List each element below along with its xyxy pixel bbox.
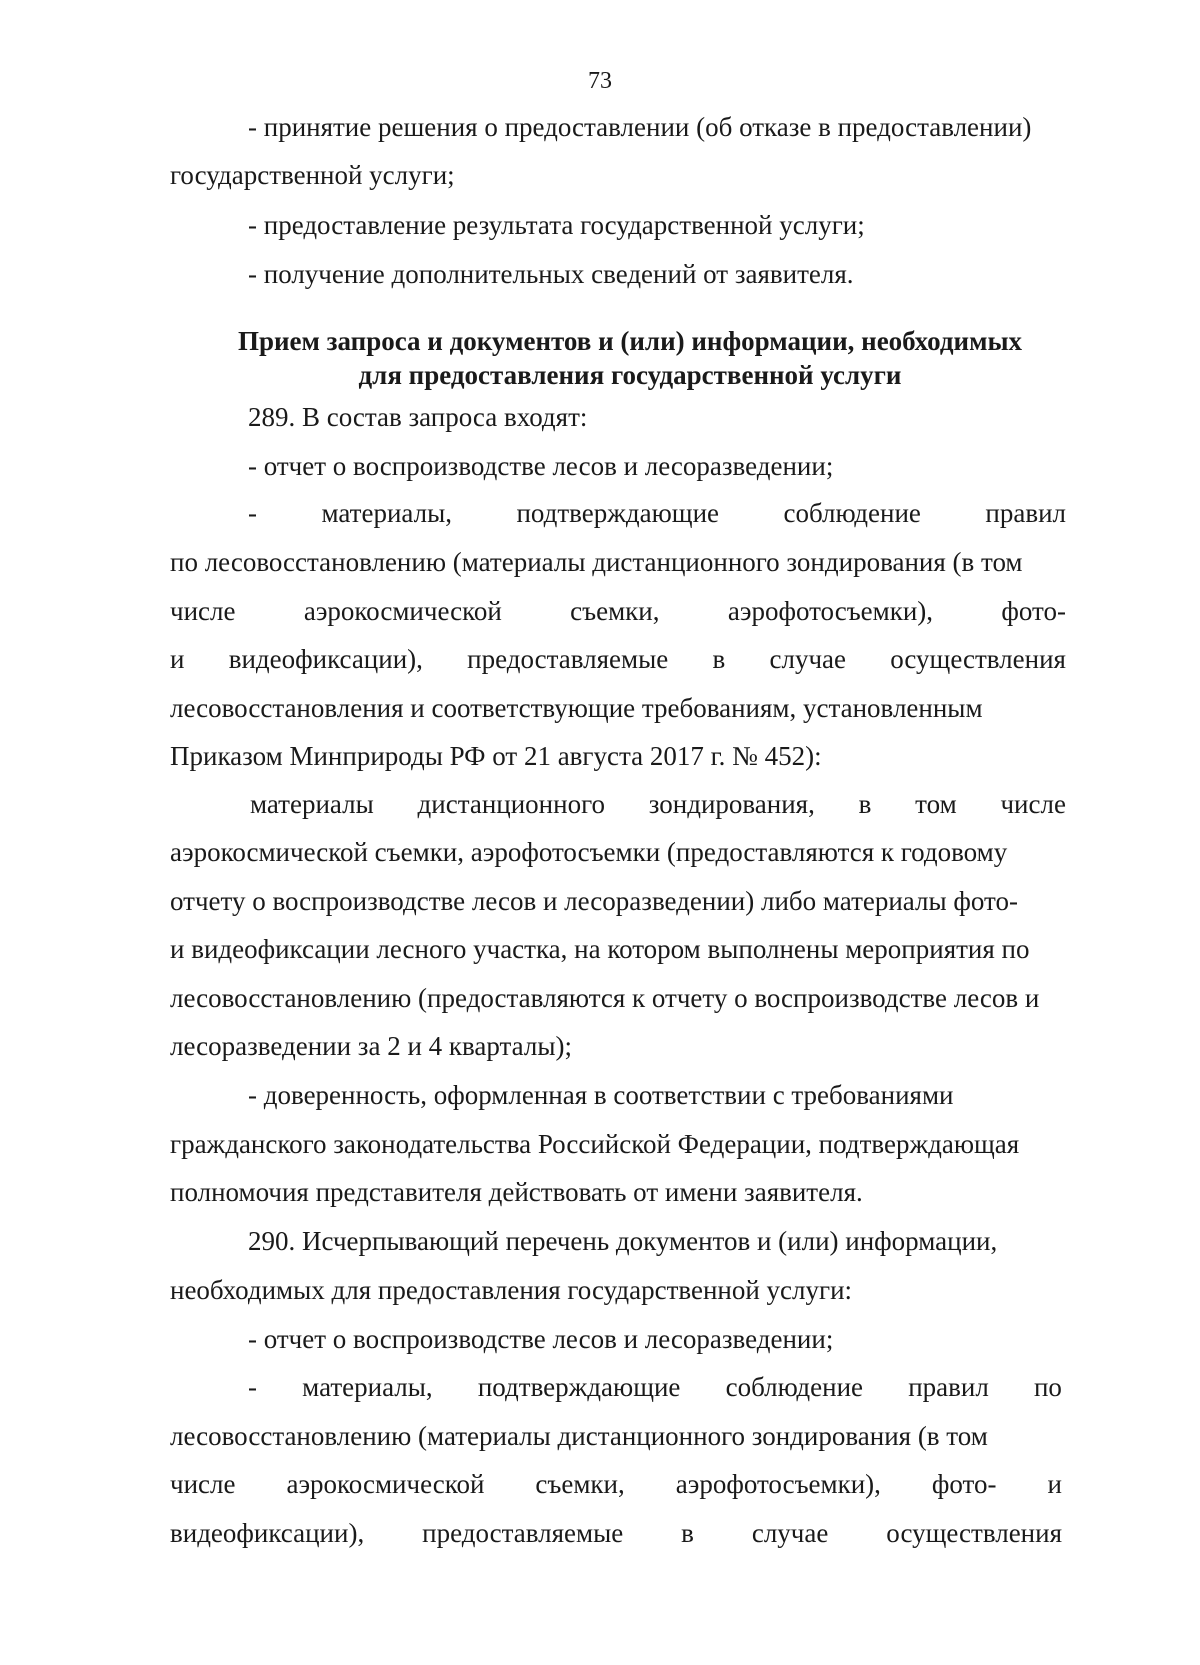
text-line: аэрокосмической съемки, аэрофотосъемки (предоставляются к годовому <box>170 837 1008 867</box>
word: случае <box>751 1518 829 1548</box>
word: в <box>712 644 726 674</box>
word: правил <box>908 1372 989 1402</box>
word: материалы, <box>321 498 452 528</box>
justified-line <box>248 1370 1062 1404</box>
text-line: - получение дополнительных сведений от заявителя. <box>248 259 854 289</box>
word: случае <box>769 644 846 674</box>
word: аэрокосмической <box>286 1469 485 1499</box>
word: - <box>248 498 257 528</box>
justified-line <box>170 642 1066 676</box>
word: фото- <box>931 1469 997 1499</box>
justified-line <box>170 1516 1062 1550</box>
word: числе <box>1000 789 1066 819</box>
word: правил <box>985 498 1066 528</box>
text-line: лесоразведении за 2 и 4 кварталы); <box>170 1031 572 1061</box>
text-line: - отчет о воспроизводстве лесов и лесоразведении; <box>248 1324 834 1354</box>
word: подтверждающие <box>516 498 720 528</box>
text-line: лесовосстановлению (предоставляются к отчету о воспроизводстве лесов и <box>170 983 1040 1013</box>
text-line: полномочия представителя действовать от имени заявителя. <box>170 1177 863 1207</box>
page-number: 73 <box>588 68 612 94</box>
word: числе <box>170 1469 236 1499</box>
text-line: по лесовосстановлению (материалы дистанционного зондирования (в том <box>170 547 1023 577</box>
text-line: лесовосстановлению (материалы дистанционного зондирования (в том <box>170 1421 988 1451</box>
word: аэрокосмической <box>303 596 502 626</box>
word: соблюдение <box>783 498 921 528</box>
word: аэрофотосъемки), <box>727 596 934 626</box>
word: осуществления <box>890 644 1066 674</box>
word: подтверждающие <box>477 1372 681 1402</box>
justified-line <box>248 496 1066 530</box>
word: предоставляемые <box>422 1518 624 1548</box>
section-heading-line-1: Прием запроса и документов и (или) информации, необходимых <box>237 326 1023 356</box>
word: видеофиксации), <box>228 644 423 674</box>
text-line: лесовосстановления и соответствующие требованиям, установленным <box>170 693 983 723</box>
word: съемки, <box>570 596 660 626</box>
paragraph-289-start: 289. В состав запроса входят: <box>248 402 588 432</box>
text-line: - предоставление результата государственной услуги; <box>248 210 865 240</box>
word: зондирования, <box>648 789 815 819</box>
text-line: отчету о воспроизводстве лесов и лесоразведении) либо материалы фото- <box>170 886 1018 916</box>
justified-line <box>170 1467 1062 1501</box>
word: - <box>248 1372 257 1402</box>
word: аэрофотосъемки), <box>675 1469 881 1499</box>
section-heading-line-2: для предоставления государственной услуги <box>358 360 902 390</box>
word: фото- <box>1001 596 1066 626</box>
word: числе <box>170 596 236 626</box>
justified-line <box>250 787 1066 821</box>
word: дистанционного <box>417 789 605 819</box>
word: в <box>858 789 872 819</box>
text-line: - отчет о воспроизводстве лесов и лесоразведении; <box>248 451 834 481</box>
text-line: необходимых для предоставления государственной услуги: <box>170 1275 853 1305</box>
word: видеофиксации), <box>170 1518 365 1548</box>
justified-line <box>170 594 1066 628</box>
word: материалы <box>250 789 374 819</box>
paragraph-290-start: 290. Исчерпывающий перечень документов и (или) информации, <box>248 1226 998 1256</box>
word: по <box>1033 1372 1062 1402</box>
text-line: государственной услуги; <box>170 160 455 190</box>
word: соблюдение <box>725 1372 864 1402</box>
word: том <box>915 789 957 819</box>
text-line: Приказом Минприроды РФ от 21 августа 2017 г. № 452): <box>170 741 822 771</box>
word: и <box>170 644 185 674</box>
word: осуществления <box>886 1518 1062 1548</box>
word: съемки, <box>535 1469 625 1499</box>
text-line: и видеофиксации лесного участка, на котором выполнены мероприятия по <box>170 934 1030 964</box>
text-line: - доверенность, оформленная в соответствии с требованиями <box>248 1080 954 1110</box>
word: и <box>1047 1469 1062 1499</box>
word: предоставляемые <box>467 644 669 674</box>
text-line: гражданского законодательства Российской Федерации, подтверждающая <box>170 1129 1020 1159</box>
text-line: - принятие решения о предоставлении (об отказе в предоставлении) <box>248 112 1032 142</box>
word: в <box>681 1518 694 1548</box>
word: материалы, <box>302 1372 433 1402</box>
